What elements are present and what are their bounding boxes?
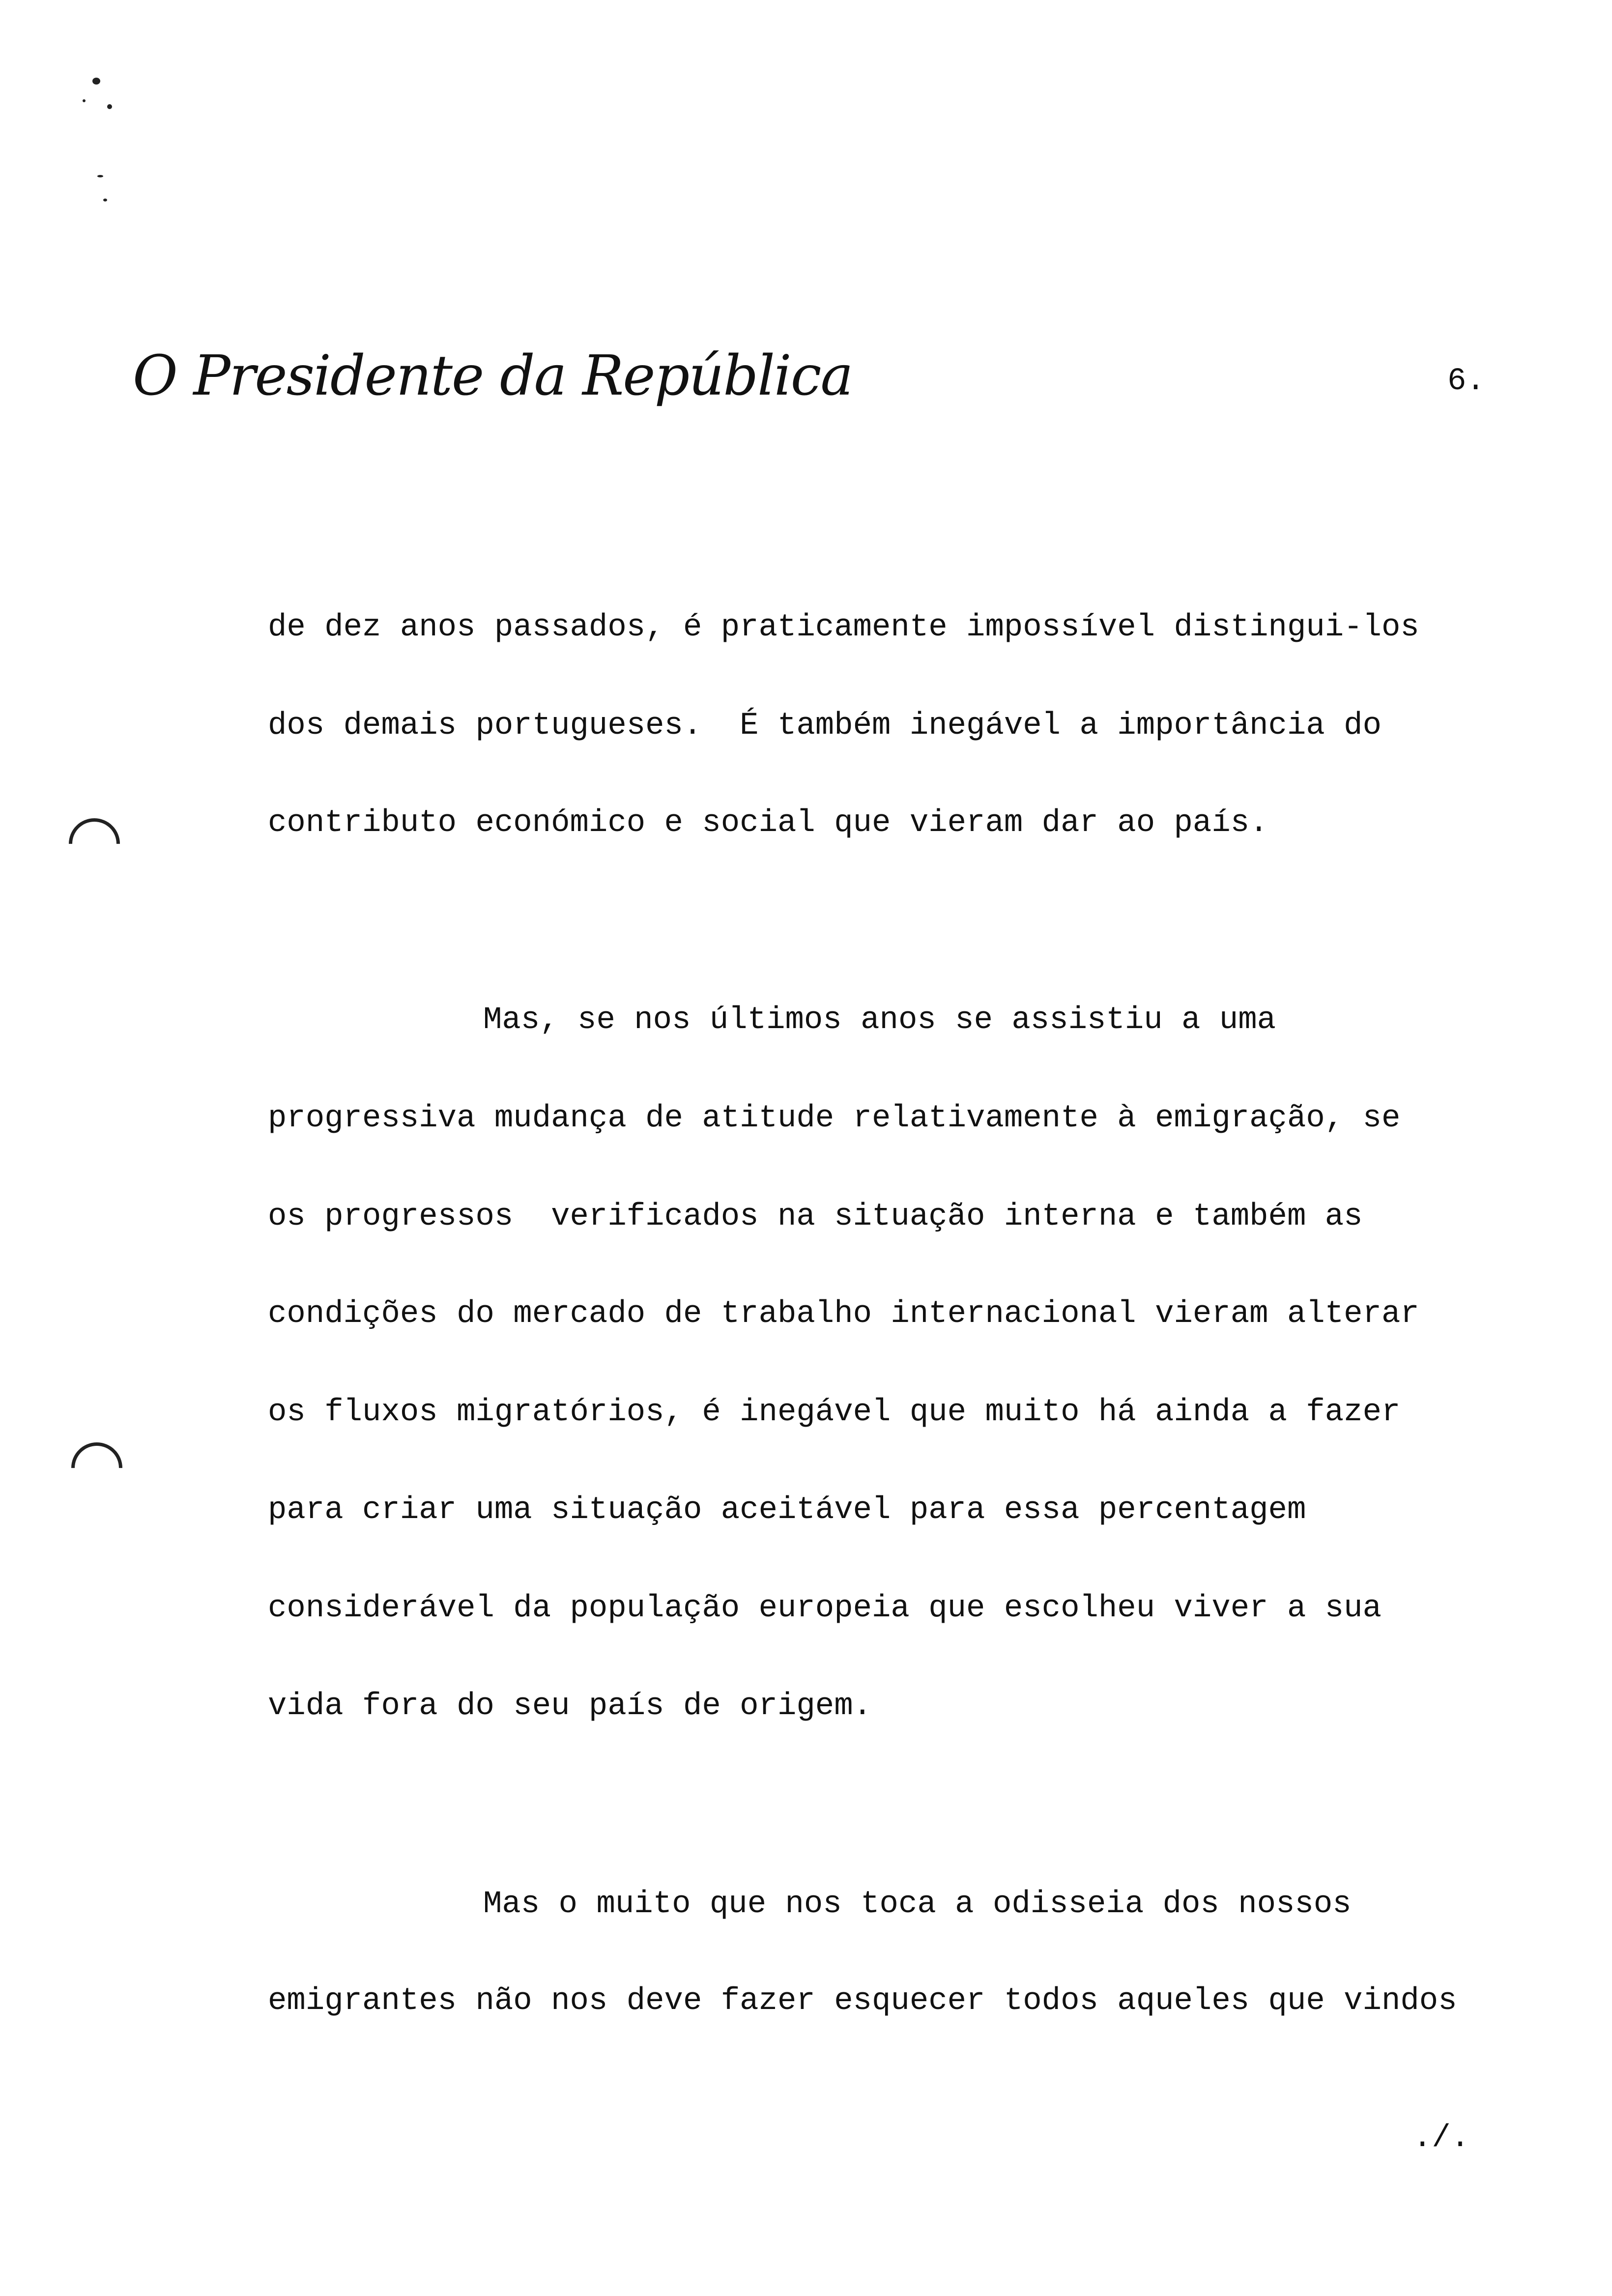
body-line: os fluxos migratórios, é inegável que muito há ainda a fazer <box>268 1395 1401 1430</box>
body-line: condições do mercado de trabalho internacional vieram alterar <box>268 1296 1419 1332</box>
scan-speck <box>103 199 107 201</box>
punch-hole-mark <box>58 807 130 880</box>
body-line: contributo económico e social que vieram dar ao país. <box>268 805 1268 841</box>
body-line: Mas o muito que nos toca a odisseia dos nossos <box>483 1887 1352 1922</box>
letterhead: O Presidente da República <box>133 344 853 408</box>
continuation-mark: ./. <box>1413 2121 1470 2156</box>
scan-speck <box>92 78 100 85</box>
punch-hole-mark <box>60 1432 133 1504</box>
body-line: para criar uma situação aceitável para essa percentagem <box>268 1492 1306 1528</box>
scan-speck <box>97 175 103 177</box>
scan-speck <box>107 104 112 109</box>
body-line: progressiva mudança de atitude relativamente à emigração, se <box>268 1101 1401 1136</box>
body-line: de dez anos passados, é praticamente impossível distingui-los <box>268 610 1419 645</box>
body-line: emigrantes não nos deve fazer esquecer todos aqueles que vindos <box>268 1983 1457 2019</box>
body-line: dos demais portugueses. É também inegável a importância do <box>268 708 1382 744</box>
body-line: vida fora do seu país de origem. <box>268 1689 872 1724</box>
body-line: considerável da população europeia que escolheu viver a sua <box>268 1591 1382 1626</box>
body-line: os progressos verificados na situação interna e também as <box>268 1199 1363 1234</box>
scan-speck <box>83 99 86 102</box>
page-number: 6. <box>1447 364 1485 399</box>
body-line: Mas, se nos últimos anos se assistiu a uma <box>483 1003 1276 1038</box>
